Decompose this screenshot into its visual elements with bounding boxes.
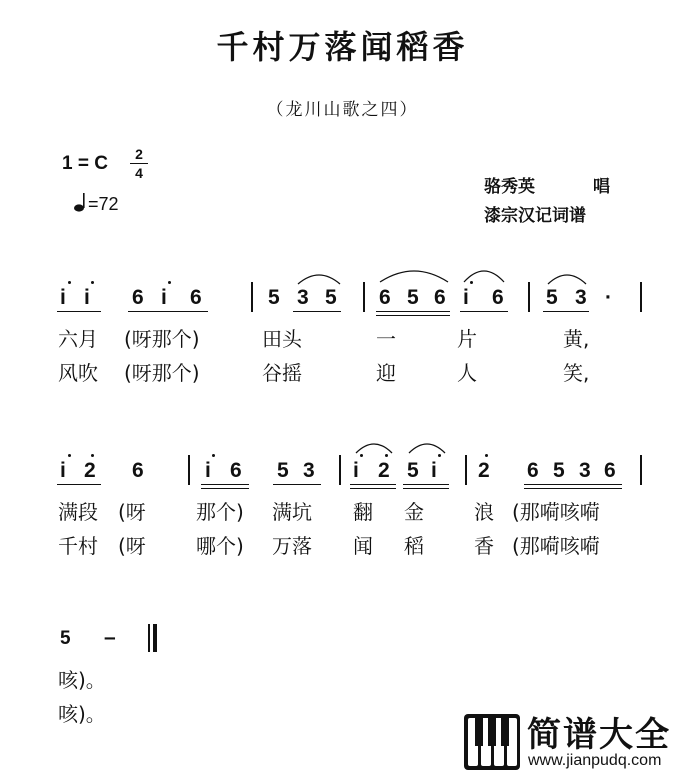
barline [640,282,642,312]
slur [462,266,506,284]
lyric: (呀 [118,500,146,524]
note: 3 [297,286,309,309]
barline [339,455,341,485]
lyric: (呀 [118,534,146,558]
lyric: (呀那个) [124,361,200,385]
time-sig-line [130,163,148,164]
lyric: 稻 [404,534,424,558]
barline [465,455,467,485]
barline [188,455,190,485]
high-octave-dot [68,281,71,284]
lyric: 一 [376,327,396,351]
lyric: 金 [404,500,424,524]
beat-underline-double [524,488,622,489]
logo-url: www.jianpudq.com [528,752,662,769]
note: 6 [527,459,539,482]
tempo-value: =72 [88,194,119,214]
note: i [205,459,211,482]
beat-underline [57,484,101,485]
beat-underline-double [201,488,249,489]
recorder-credit: 漆宗汉记词谱 [484,206,586,226]
note: 6 [190,286,202,309]
note: 5 [407,286,419,309]
barline [528,282,530,312]
lyric: (那嗬咳嗬 [512,534,600,558]
beat-underline [403,484,449,485]
time-signature [130,146,148,181]
beat-underline [350,484,396,485]
lyric: 风吹 [58,361,98,385]
barline [251,282,253,312]
barline [363,282,365,312]
note: i [161,286,167,309]
lyric: 六月 [58,327,98,351]
slur [354,439,394,455]
beat-underline-double [403,488,449,489]
barline [640,455,642,485]
lyric: 满段 [58,500,98,524]
note: 5 [546,286,558,309]
slur [407,439,447,455]
time-sig-top: 2 [135,146,143,162]
note: 6 [434,286,446,309]
note: 3 [579,459,591,482]
time-sig-bottom: 4 [135,165,143,181]
beat-underline [201,484,249,485]
lyric: 翻 [353,500,373,524]
note: 5 [268,286,280,309]
beat-underline [57,311,101,312]
song-title: 千村万落闻稻香 [216,28,469,66]
beat-underline [273,484,321,485]
high-octave-dot [91,454,94,457]
lyric: 哪个) [196,534,244,558]
note: 6 [132,286,144,309]
piano-keys-icon [462,712,522,772]
beat-underline [376,311,450,312]
slur [378,266,450,284]
note: 5 [407,459,419,482]
lyric: 人 [457,361,477,385]
note: 2 [478,459,490,482]
note: 6 [604,459,616,482]
lyric: 那个) [196,500,244,524]
dotted-rhythm: · [605,286,612,309]
high-octave-dot [212,454,215,457]
beat-underline-double [376,315,450,316]
lyric: 谷摇 [262,361,302,385]
lyric: 千村 [58,534,98,558]
note: 3 [575,286,587,309]
singer-role: 唱 [593,177,610,197]
high-octave-dot [485,454,488,457]
note: 6 [230,459,242,482]
slur [546,270,588,286]
note: i [60,459,66,482]
high-octave-dot [168,281,171,284]
high-octave-dot [68,454,71,457]
note: i [353,459,359,482]
note: 2 [84,459,96,482]
quarter-note-icon [74,191,88,213]
lyric: (那嗬咳嗬 [512,500,600,524]
lyric: 片 [457,327,477,351]
final-barline-thick [153,624,157,652]
note: 5 [277,459,289,482]
lyric: 田头 [262,327,302,351]
final-barline-thin [148,624,150,652]
lyric: 迎 [376,361,396,385]
lyric: 闻 [353,534,373,558]
logo-text: 简谱大全 [527,715,671,755]
beat-underline [543,311,589,312]
beat-underline-double [350,488,396,489]
singer-name: 骆秀英 [484,177,535,197]
beat-underline [293,311,341,312]
lyric: (呀那个) [124,327,200,351]
high-octave-dot [91,281,94,284]
note: i [463,286,469,309]
lyric: 万落 [272,534,312,558]
note: 6 [492,286,504,309]
key-signature: 1 = C [62,153,108,174]
note: 3 [303,459,315,482]
beat-underline [460,311,508,312]
slur [296,270,342,286]
tempo-marking [74,191,119,215]
dash-extension: – [104,626,116,649]
lyric: 咳)。 [58,702,106,726]
lyric: 香 [474,534,494,558]
note: 5 [60,628,71,649]
note: 5 [325,286,337,309]
lyric: 笑, [563,361,590,385]
note: i [431,459,437,482]
note: i [60,286,66,309]
song-subtitle: （龙川山歌之四） [266,100,419,120]
lyric: 黄, [563,327,590,351]
lyric: 咳)。 [58,668,106,692]
lyric: 满坑 [272,500,312,524]
note: i [84,286,90,309]
note: 6 [379,286,391,309]
beat-underline [524,484,622,485]
note: 2 [378,459,390,482]
note: 5 [553,459,565,482]
note: 6 [132,459,144,482]
beat-underline [128,311,208,312]
lyric: 浪 [474,500,494,524]
